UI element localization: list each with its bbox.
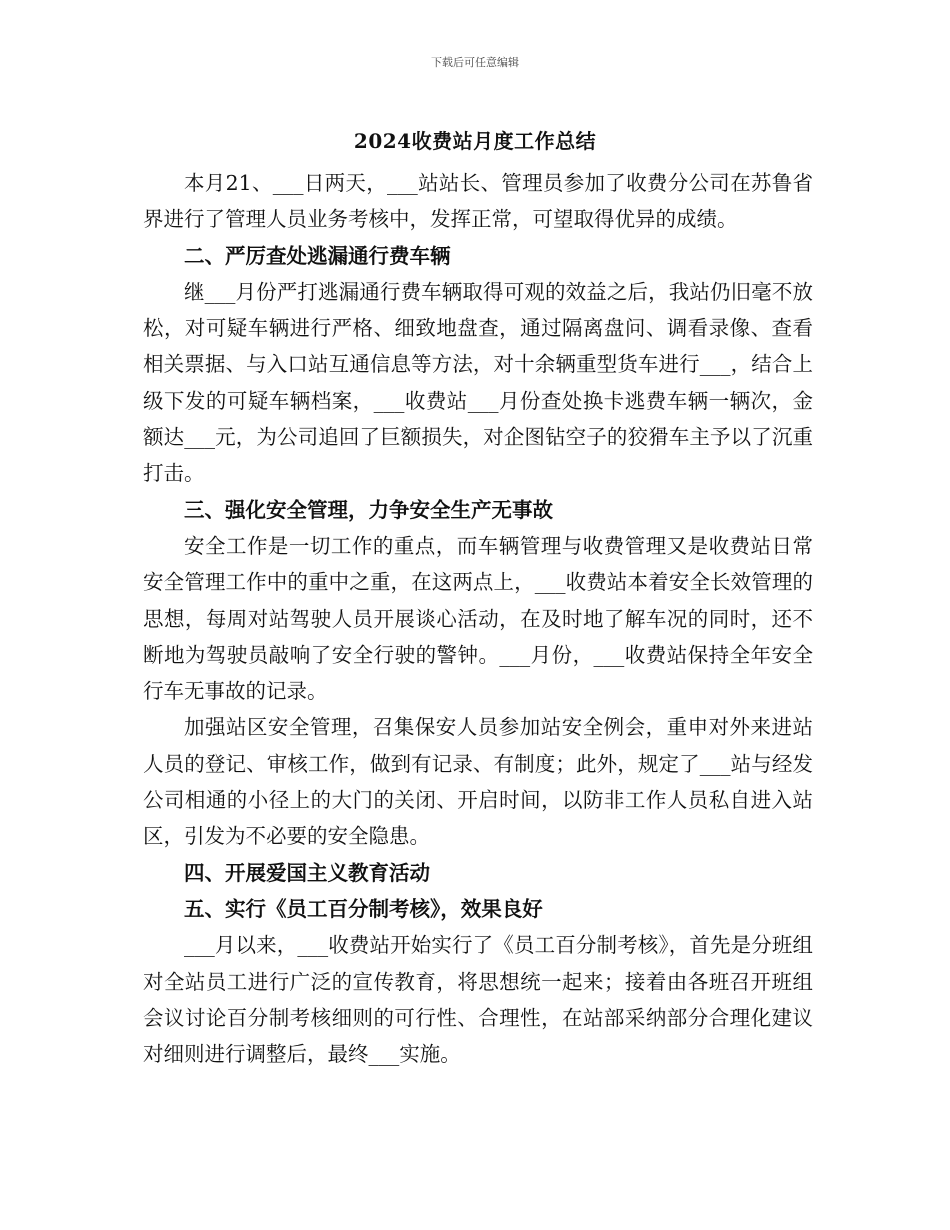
heading-patriotic-education: 四、开展爱国主义教育活动 bbox=[184, 860, 430, 885]
heading-safety: 三、强化安全管理，力争安全生产无事故 bbox=[184, 497, 553, 522]
paragraph-toll-evasion: 继___月份严打逃漏通行费车辆取得可观的效益之后，我站仍旧毫不放松，对可疑车辆进行严格、细致地盘查，通过隔离盘问、调看录像、查看相关票据、与入口站互通信息等方法，对十余辆重型货车进行___，结合上级下发的可疑车辆档案，___收费站___月份查处换卡逃费车辆一辆次，金额达___元，为公司追回了巨额损失，对企图钻空子的狡猾车主予以了沉重打击。 bbox=[143, 279, 813, 486]
paragraph-station-security: 加强站区安全管理，召集保安人员参加站安全例会，重申对外来进站人员的登记、审核工作，做到有记录、有制度；此外，规定了___站与经发公司相通的小径上的大门的关闭、开启时间，以防非工作人员私自进入站区，引发为不必要的安全隐患。 bbox=[143, 715, 813, 849]
heading-assessment: 五、实行《员工百分制考核》，效果良好 bbox=[184, 896, 543, 921]
paragraph-safety: 安全工作是一切工作的重点，而车辆管理与收费管理又是收费站日常安全管理工作中的重中之重，在这两点上，___收费站本着安全长效管理的思想，每周对站驾驶人员开展谈心活动，在及时地了解车况的同时，还不断地为驾驶员敲响了安全行驶的警钟。___月份，___收费站保持全年安全行车无事故的记录。 bbox=[143, 533, 813, 704]
header-note: 下载后可任意编辑 bbox=[431, 56, 519, 69]
paragraph-assessment: ___月以来，___收费站开始实行了《员工百分制考核》，首先是分班组对全站员工进行广泛的宣传教育，将思想统一起来；接着由各班召开班组会议讨论百分制考核细则的可行性、合理性，在站部采纳部分合理化建议对细则进行调整后，最终___实施。 bbox=[143, 933, 813, 1067]
document-body bbox=[143, 165, 813, 1072]
heading-toll-evasion: 二、严厉查处逃漏通行费车辆 bbox=[184, 243, 451, 268]
document-title: 2024收费站月度工作总结 bbox=[353, 129, 597, 153]
paragraph-exam: 本月21、___日两天，___站站长、管理员参加了收费分公司在苏鲁省界进行了管理人员业务考核中，发挥正常，可望取得优异的成绩。 bbox=[143, 171, 813, 232]
